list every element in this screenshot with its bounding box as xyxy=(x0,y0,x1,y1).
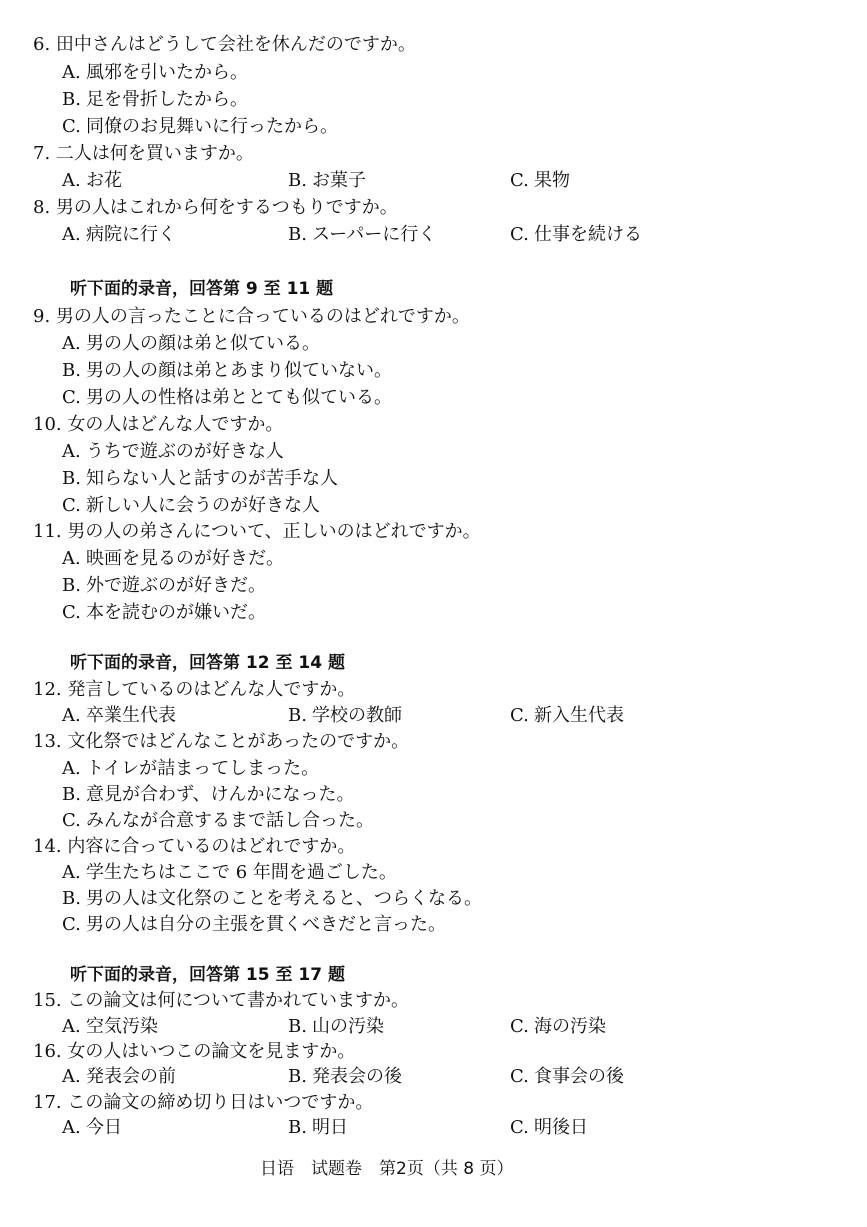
question-14: 14. 内容に合っているのはどれですか。 xyxy=(33,836,356,857)
section-heading-15-17: 听下面的录音，回答第 15 至 17 题 xyxy=(70,965,345,985)
question-6: 6. 田中さんはどうして会社を休んだのですか。 xyxy=(33,34,416,55)
q13-option-b: B. 意見が合わず、けんかになった。 xyxy=(62,784,355,805)
q10-option-c: C. 新しい人に会うのが好きな人 xyxy=(62,495,320,516)
q15-option-c: C. 海の汚染 xyxy=(510,1016,606,1037)
q16-option-b: B. 発表会の後 xyxy=(288,1066,402,1087)
section-heading-12-14: 听下面的录音，回答第 12 至 14 题 xyxy=(70,653,345,673)
q8-option-b: B. スーパーに行く xyxy=(288,224,437,245)
q17-option-c: C. 明後日 xyxy=(510,1117,588,1138)
q13-option-a: A. トイレが詰まってしまった。 xyxy=(62,758,320,779)
q16-option-c: C. 食事会の後 xyxy=(510,1066,624,1087)
q9-option-c: C. 男の人の性格は弟ととても似ている。 xyxy=(62,387,392,408)
q8-option-c: C. 仕事を続ける xyxy=(510,224,642,245)
question-8: 8. 男の人はこれから何をするつもりですか。 xyxy=(33,197,398,218)
q16-option-a: A. 発表会の前 xyxy=(62,1066,176,1087)
q7-option-b: B. お菓子 xyxy=(288,170,366,191)
question-11: 11. 男の人の弟さんについて、正しいのはどれですか。 xyxy=(33,521,481,542)
question-16: 16. 女の人はいつこの論文を見ますか。 xyxy=(33,1041,356,1062)
question-7: 7. 二人は何を買いますか。 xyxy=(33,143,254,164)
section-heading-9-11: 听下面的录音，回答第 9 至 11 题 xyxy=(70,279,334,299)
page-footer: 日语 试题卷 第2页（共 8 页） xyxy=(260,1159,514,1179)
q15-option-a: A. 空気汚染 xyxy=(62,1016,158,1037)
q9-option-b: B. 男の人の顔は弟とあまり似ていない。 xyxy=(62,360,392,381)
q10-option-b: B. 知らない人と話すのが苦手な人 xyxy=(62,468,338,489)
question-17: 17. この論文の締め切り日はいつですか。 xyxy=(33,1092,374,1113)
question-12: 12. 発言しているのはどんな人ですか。 xyxy=(33,679,356,700)
q7-option-a: A. お花 xyxy=(62,170,122,191)
question-9: 9. 男の人の言ったことに合っているのはどれですか。 xyxy=(33,306,470,327)
question-10: 10. 女の人はどんな人ですか。 xyxy=(33,414,284,435)
q11-option-c: C. 本を読むのが嫌いだ。 xyxy=(62,602,266,623)
question-13: 13. 文化祭ではどんなことがあったのですか。 xyxy=(33,731,410,752)
q15-option-b: B. 山の汚染 xyxy=(288,1016,384,1037)
q9-option-a: A. 男の人の顔は弟と似ている。 xyxy=(62,333,320,354)
q12-option-a: A. 卒業生代表 xyxy=(62,705,176,726)
q6-option-a: A. 風邪を引いたから。 xyxy=(62,62,248,83)
q17-option-a: A. 今日 xyxy=(62,1117,122,1138)
question-15: 15. この論文は何について書かれていますか。 xyxy=(33,990,409,1011)
q6-option-c: C. 同僚のお見舞いに行ったから。 xyxy=(62,116,338,137)
q11-option-b: B. 外で遊ぶのが好きだ。 xyxy=(62,575,266,596)
q14-option-b: B. 男の人は文化祭のことを考えると、つらくなる。 xyxy=(62,888,482,909)
q12-option-b: B. 学校の教師 xyxy=(288,705,402,726)
q6-option-b: B. 足を骨折したから。 xyxy=(62,89,248,110)
q17-option-b: B. 明日 xyxy=(288,1117,348,1138)
q14-option-c: C. 男の人は自分の主張を貫くべきだと言った。 xyxy=(62,914,446,935)
q14-option-a: A. 学生たちはここで 6 年間を過ごした。 xyxy=(62,862,397,883)
q10-option-a: A. うちで遊ぶのが好きな人 xyxy=(62,441,284,462)
q7-option-c: C. 果物 xyxy=(510,170,570,191)
q11-option-a: A. 映画を見るのが好きだ。 xyxy=(62,548,284,569)
q13-option-c: C. みんなが合意するまで話し合った。 xyxy=(62,810,374,831)
q12-option-c: C. 新入生代表 xyxy=(510,705,624,726)
q8-option-a: A. 病院に行く xyxy=(62,224,176,245)
